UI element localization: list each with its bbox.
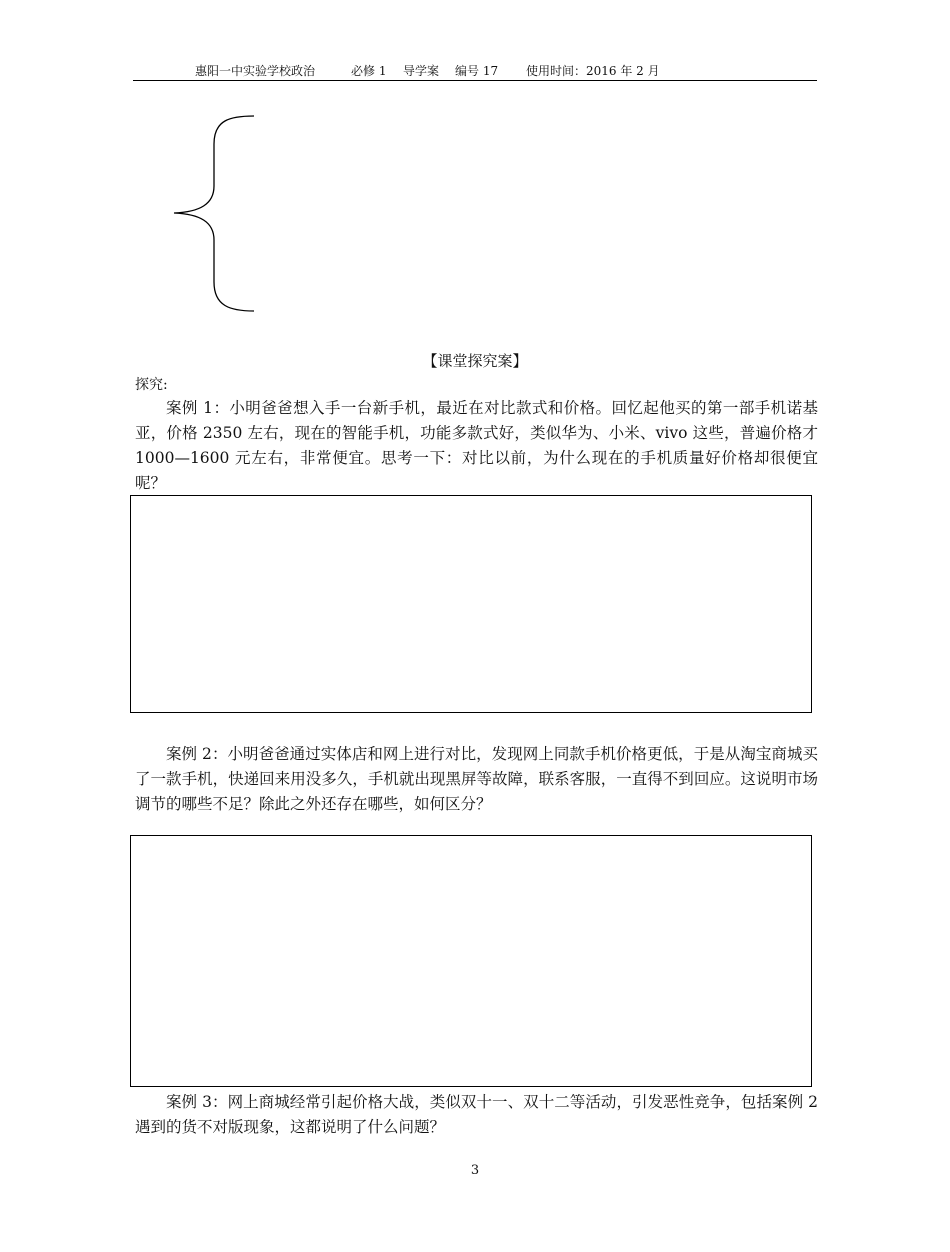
case-2-answer-box[interactable]	[130, 835, 812, 1087]
header-number: 编号 17	[455, 64, 499, 78]
case-1-answer-box[interactable]	[130, 495, 812, 713]
page-number: 3	[470, 1163, 480, 1178]
case-1-text: 案例 1：小明爸爸想入手一台新手机，最近在对比款式和价格。回忆起他买的第一部手机诺基亚，价格 2350 左右，现在的智能手机，功能多款式好，类似华为、小米、vivo 这些，普遍价格才 1000—1600 元左右，非常便宜。思考一下：对比以前，为什么现在的手机质量好价格却很便宜呢？	[135, 399, 818, 492]
header-school-subject: 惠阳一中实验学校政治	[195, 64, 316, 78]
case-3-text: 案例 3：网上商城经常引起价格大战，类似双十一、双十二等活动，引发恶性竞争，包括案例 2 遇到的货不对版现象，这都说明了什么问题？	[135, 1093, 818, 1136]
section-title: 【课堂探究案】	[422, 352, 528, 370]
header-doc-type: 导学案	[403, 64, 440, 78]
header-book: 必修 1	[351, 64, 387, 78]
curly-brace-icon	[170, 112, 260, 317]
header-date: 使用时间：2016 年 2 月	[526, 64, 660, 78]
page-header	[133, 62, 817, 81]
case-2-text: 案例 2：小明爸爸通过实体店和网上进行对比，发现网上同款手机价格更低，于是从淘宝商城买了一款手机，快递回来用没多久，手机就出现黑屏等故障，联系客服，一直得不到回应。这说明市场调节的哪些不足？除此之外还存在哪些，如何区分？	[135, 745, 818, 813]
explore-label: 探究:	[135, 377, 168, 393]
